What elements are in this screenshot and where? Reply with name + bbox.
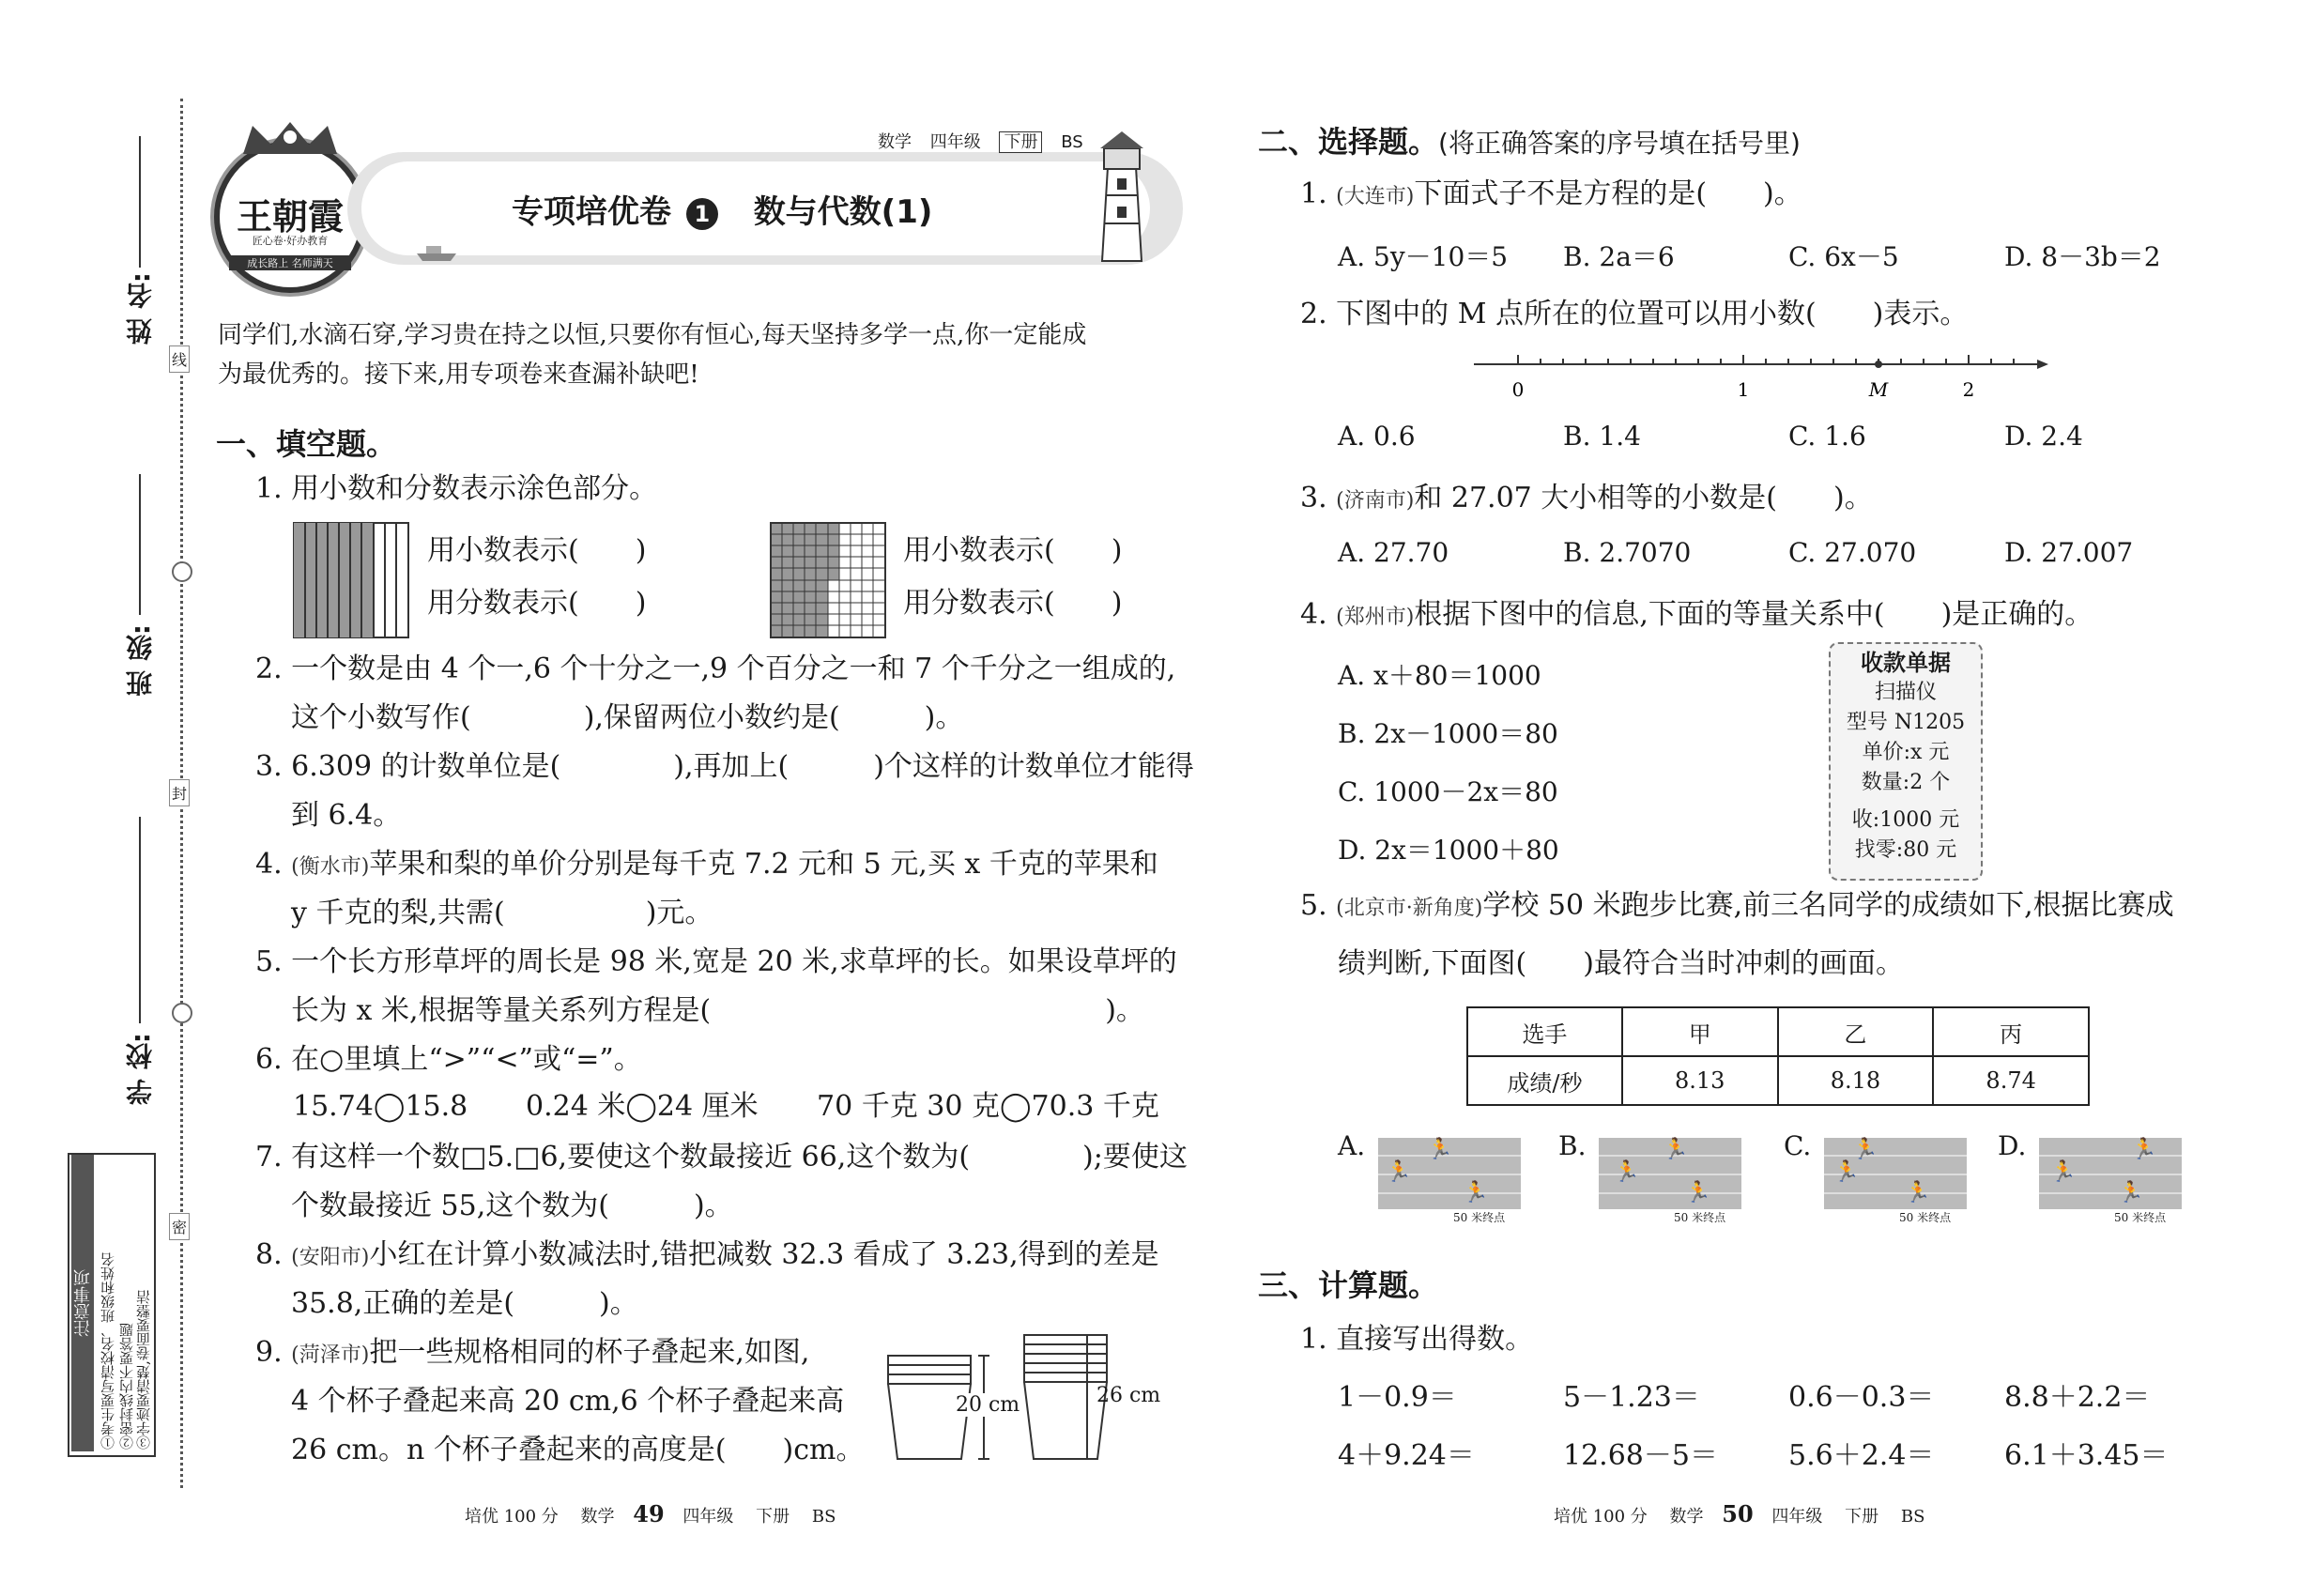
- tag-subject: 数学: [878, 132, 912, 152]
- page-title: [512, 186, 932, 232]
- q1a-fraction[interactable]: 用分数表示( ): [427, 587, 647, 620]
- header-tags: [878, 129, 1083, 153]
- receipt-change: 找零:80 元: [1854, 838, 1957, 862]
- finish-label: 50 米终点: [1899, 1211, 1952, 1224]
- page-number: 49: [633, 1500, 665, 1527]
- c5-option-b[interactable]: B.: [1558, 1130, 1587, 1161]
- q1-text: 1. 用小数和分数表示涂色部分。: [255, 472, 658, 505]
- q9-line-3[interactable]: 26 cm。n 个杯子叠起来的高度是( )cm。: [291, 1434, 865, 1466]
- receipt-price: 单价:x 元: [1862, 741, 1950, 764]
- class-label: 班 级:: [125, 624, 156, 697]
- cup-height-26: 26 cm: [1096, 1384, 1161, 1407]
- q5-line-1: 5. 一个长方形草坪的周长是 98 米,宽是 20 米,求草坪的长。如果设草坪的: [255, 945, 1177, 978]
- c4-number: 4.: [1300, 598, 1337, 631]
- q8-line-2[interactable]: 35.8,正确的差是( )。: [291, 1287, 638, 1320]
- footer-term: 下册: [756, 1507, 790, 1527]
- q4-number: 4.: [255, 848, 292, 881]
- footer-subject: 数学: [1669, 1507, 1704, 1527]
- ship-icon: [413, 240, 460, 263]
- q4-line-1: [255, 845, 1158, 887]
- c1-option-a[interactable]: A. 5y－10＝5: [1338, 241, 1509, 272]
- q9-number: 9.: [255, 1336, 292, 1369]
- race-picture-b[interactable]: [1599, 1138, 1741, 1224]
- race-picture-c[interactable]: [1824, 1138, 1967, 1224]
- tick-m: M: [1868, 378, 1889, 401]
- c4-option-c[interactable]: C. 1000－2x＝80: [1338, 776, 1558, 807]
- page-number: 50: [1722, 1500, 1754, 1527]
- brand-slogan-top: 匠心卷·好办教育: [252, 235, 329, 247]
- q5-line-2[interactable]: 长为 x 米,根据等量关系列方程是( )。: [291, 994, 1144, 1027]
- c5-option-d[interactable]: D.: [1998, 1130, 2027, 1161]
- c5-option-a[interactable]: A.: [1338, 1130, 1366, 1161]
- table-cell: 成绩/秒: [1467, 1056, 1622, 1105]
- q9-line-2: 4 个杯子叠起来高 20 cm,6 个杯子叠起来高: [291, 1385, 845, 1418]
- q1b-decimal[interactable]: 用小数表示( ): [903, 534, 1123, 567]
- q8-city: (安阳市): [291, 1246, 370, 1269]
- calc-2-1[interactable]: 4＋9.24＝: [1338, 1439, 1475, 1472]
- receipt: [1829, 642, 1983, 881]
- seal-char-feng: 封: [169, 779, 190, 806]
- q4-text: 苹果和梨的单价分别是每千克 7.2 元和 5 元,买 x 千克的苹果和: [369, 848, 1158, 881]
- q2-line-2[interactable]: 这个小数写作( ),保留两位小数约是( )。: [291, 701, 964, 734]
- section-fill-blank: 一、填空题。: [216, 426, 397, 462]
- c1-city: (大连市): [1336, 185, 1415, 208]
- school-field[interactable]: [139, 817, 141, 1023]
- q2-line-1: 2. 一个数是由 4 个一,6 个十分之一,9 个百分之一和 7 个千分之一组成的,: [255, 652, 1176, 685]
- crown-icon: [234, 118, 346, 156]
- q1b-fraction[interactable]: 用分数表示( ): [903, 587, 1123, 620]
- q9-line-1: [255, 1333, 809, 1375]
- c2-text[interactable]: 2. 下图中的 M 点所在的位置可以用小数( )表示。: [1300, 298, 1969, 330]
- runner-icon: 🏃: [1833, 1160, 1860, 1184]
- c1-option-d[interactable]: D. 8－3b＝2: [2004, 241, 2161, 272]
- c3-text[interactable]: [1300, 479, 1873, 521]
- tick-2: 2: [1962, 378, 1975, 401]
- notes-box: [68, 1153, 156, 1457]
- c1-text[interactable]: [1300, 175, 1802, 217]
- calc-2-4[interactable]: 6.1＋3.45＝: [2004, 1439, 2169, 1472]
- note-3: ③字迹要清楚,卷面要整洁: [135, 1290, 152, 1450]
- seal-char-mi: 密: [169, 1213, 190, 1240]
- runner-icon: 🏃: [1663, 1138, 1689, 1161]
- c2-option-c[interactable]: C. 1.6: [1788, 421, 1866, 452]
- q4-line-2[interactable]: y 千克的梨,共需( )元。: [291, 897, 713, 929]
- left-footer: [465, 1500, 836, 1527]
- q6-c[interactable]: 70 千克 30 克◯70.3 千克: [817, 1090, 1159, 1123]
- race-picture-a[interactable]: [1378, 1138, 1521, 1224]
- q6-b[interactable]: 0.24 米◯24 厘米: [526, 1090, 759, 1123]
- q6-a[interactable]: 15.74◯15.8: [293, 1090, 468, 1123]
- section-choice-note: (将正确答案的序号填在括号里): [1438, 128, 1801, 159]
- table-row-header: [1467, 1007, 2089, 1056]
- c3-option-c[interactable]: C. 27.070: [1788, 537, 1917, 568]
- table-cell: 8.74: [1933, 1056, 2089, 1105]
- table-header-cell: 乙: [1778, 1007, 1934, 1056]
- c2-option-b[interactable]: B. 1.4: [1563, 421, 1641, 452]
- tick-0: 0: [1511, 378, 1525, 401]
- q9-text: 把一些规格相同的杯子叠起来,如图,: [369, 1336, 810, 1369]
- c4-option-d[interactable]: D. 2x＝1000＋80: [1338, 835, 1559, 866]
- runner-icon: 🏃: [1427, 1138, 1453, 1161]
- c3-option-a[interactable]: A. 27.70: [1338, 537, 1449, 568]
- title-topic: 数与代数(1): [753, 193, 933, 231]
- q9-city: (菏泽市): [291, 1343, 370, 1367]
- q8-line-1: [255, 1235, 1159, 1278]
- calc-1-3[interactable]: 0.6－0.3＝: [1788, 1381, 1935, 1414]
- section-choice: [1258, 118, 1801, 161]
- score-table: [1466, 1006, 2090, 1106]
- c5-line-1: [1300, 886, 2174, 928]
- finish-label: 50 米终点: [2114, 1211, 2167, 1224]
- table-cell: 8.13: [1622, 1056, 1778, 1105]
- q3-line-2: 到 6.4。: [291, 799, 402, 832]
- runner-icon: 🏃: [2118, 1181, 2144, 1205]
- c1-number: 1.: [1300, 177, 1337, 210]
- c3-option-d[interactable]: D. 27.007: [2004, 537, 2134, 568]
- table-header-cell: 丙: [1933, 1007, 2089, 1056]
- footer-term: 下册: [1845, 1507, 1879, 1527]
- receipt-model: 型号 N1205: [1846, 711, 1966, 734]
- title-text: 专项培优卷: [512, 193, 671, 231]
- race-picture-d[interactable]: [2039, 1138, 2182, 1224]
- tag-version: BS: [1061, 132, 1083, 152]
- receipt-paid: 收:1000 元: [1851, 808, 1960, 832]
- c5-number: 5.: [1300, 889, 1337, 922]
- section-calc: 三、计算题。: [1258, 1267, 1439, 1303]
- c4-city: (郑州市): [1336, 606, 1415, 629]
- section-choice-title: 二、选择题。: [1258, 124, 1439, 160]
- name-label: 姓 名:: [125, 272, 156, 345]
- c5-option-c[interactable]: C.: [1784, 1130, 1812, 1161]
- q4-city: (衡水市): [291, 855, 370, 879]
- c3-question: 和 27.07 大小相等的小数是( )。: [1414, 482, 1873, 514]
- footer-grade: 四年级: [1771, 1507, 1823, 1527]
- number-line: [1469, 349, 2051, 406]
- tick-1: 1: [1737, 378, 1750, 401]
- calc-2-2[interactable]: 12.68－5＝: [1563, 1439, 1718, 1472]
- lighthouse-icon: [1080, 130, 1164, 266]
- class-field[interactable]: [139, 474, 141, 615]
- runner-icon: 🏃: [1685, 1181, 1711, 1205]
- c4-option-a[interactable]: A. x＋80＝1000: [1338, 660, 1541, 691]
- q1-strip-figure: [293, 522, 409, 638]
- c3-number: 3.: [1300, 482, 1337, 514]
- seal-circle-1: [172, 561, 192, 582]
- table-cell: 8.18: [1778, 1056, 1934, 1105]
- c3-option-b[interactable]: B. 2.7070: [1563, 537, 1692, 568]
- c5-text: 学校 50 米跑步比赛,前三名同学的成绩如下,根据比赛成: [1482, 889, 2174, 922]
- runner-icon: 🏃: [1614, 1160, 1640, 1184]
- calc-2-3[interactable]: 5.6＋2.4＝: [1788, 1439, 1935, 1472]
- footer-subject: 数学: [580, 1507, 615, 1527]
- q1a-decimal[interactable]: 用小数表示( ): [427, 534, 647, 567]
- point-m: [1876, 361, 1881, 367]
- brand-name: 王朝霞: [236, 195, 344, 238]
- table-header-cell: 选手: [1467, 1007, 1622, 1056]
- note-1: ①考生要写清校名、班级和姓名: [100, 1252, 116, 1450]
- q1-grid-figure: [770, 522, 886, 638]
- receipt-title: 收款单据: [1861, 649, 1951, 676]
- footer-version: BS: [1900, 1507, 1925, 1527]
- c2-option-a[interactable]: A. 0.6: [1338, 421, 1416, 452]
- right-footer: [1554, 1500, 1924, 1527]
- brand-logo: [214, 141, 366, 293]
- note-2: ②密封线内不要答题: [118, 1323, 135, 1450]
- cup-height-20: 20 cm: [956, 1393, 1020, 1417]
- calc-title: 1. 直接写出得数。: [1300, 1323, 1534, 1356]
- q8-text: 小红在计算小数减法时,错把减数 32.3 看成了 3.23,得到的差是: [369, 1238, 1159, 1271]
- runner-icon: 🏃: [2050, 1160, 2077, 1184]
- table-row: [1467, 1056, 2089, 1105]
- c4-question: 根据下图中的信息,下面的等量关系中( )是正确的。: [1414, 598, 2093, 631]
- table-header-cell: 甲: [1622, 1007, 1778, 1056]
- runner-icon: 🏃: [1386, 1160, 1412, 1184]
- school-label: 学 校:: [125, 1033, 156, 1105]
- seal-char-xian: 线: [169, 345, 190, 373]
- finish-label: 50 米终点: [1453, 1211, 1506, 1224]
- q8-number: 8.: [255, 1238, 292, 1271]
- c1-question: 下面式子不是方程的是( )。: [1414, 177, 1802, 210]
- c1-option-b[interactable]: B. 2a＝6: [1563, 241, 1675, 272]
- q7-line-2[interactable]: 个数最接近 55,这个数为( )。: [291, 1189, 733, 1222]
- c2-option-d[interactable]: D. 2.4: [2004, 421, 2083, 452]
- runner-icon: 🏃: [1905, 1181, 1931, 1205]
- calc-1-4[interactable]: 8.8＋2.2＝: [2004, 1381, 2151, 1414]
- runner-icon: 🏃: [1852, 1138, 1878, 1161]
- notes-title: 注意事项: [71, 1155, 94, 1451]
- runner-icon: 🏃: [2131, 1138, 2157, 1161]
- footer-book: 培优 100 分: [465, 1507, 559, 1527]
- calc-1-2[interactable]: 5－1.23＝: [1563, 1381, 1700, 1414]
- c5-city: (北京市·新角度): [1336, 897, 1483, 920]
- tag-grade: 四年级: [929, 132, 981, 152]
- q7-line-1[interactable]: 7. 有这样一个数□5.□6,要使这个数最接近 66,这个数为( );要使这: [255, 1141, 1188, 1174]
- height-bracket-2: [1080, 1331, 1095, 1465]
- brand-slogan-bottom: 成长路上 名师满天: [229, 255, 351, 270]
- footer-version: BS: [811, 1507, 836, 1527]
- calc-1-1[interactable]: 1－0.9＝: [1338, 1381, 1457, 1414]
- footer-grade: 四年级: [682, 1507, 734, 1527]
- q6-text: 6. 在○里填上“>”“<”或“=”。: [255, 1043, 642, 1076]
- title-number-badge: 1: [686, 198, 718, 230]
- finish-label: 50 米终点: [1674, 1211, 1726, 1224]
- name-field[interactable]: [139, 136, 141, 268]
- c4-text[interactable]: [1300, 595, 2093, 637]
- c3-city: (济南市): [1336, 489, 1415, 513]
- runner-icon: 🏃: [1463, 1181, 1489, 1205]
- intro-line-1: 同学们,水滴石穿,学习贵在持之以恒,只要你有恒心,每天坚持多学一点,你一定能成: [218, 321, 1087, 349]
- q3-line-1[interactable]: 3. 6.309 的计数单位是( ),再加上( )个这样的计数单位才能得: [255, 750, 1194, 783]
- receipt-qty: 数量:2 个: [1861, 771, 1951, 794]
- c4-option-b[interactable]: B. 2x－1000＝80: [1338, 718, 1558, 749]
- c5-line-2[interactable]: 绩判断,下面图( )最符合当时冲刺的画面。: [1338, 947, 1904, 980]
- tag-term: 下册: [999, 131, 1042, 153]
- intro-line-2: 为最优秀的。接下来,用专项卷来查漏补缺吧!: [218, 361, 699, 389]
- seal-circle-2: [172, 1003, 192, 1023]
- c1-option-c[interactable]: C. 6x－5: [1788, 241, 1899, 272]
- footer-book: 培优 100 分: [1554, 1507, 1648, 1527]
- receipt-item: 扫描仪: [1874, 681, 1937, 704]
